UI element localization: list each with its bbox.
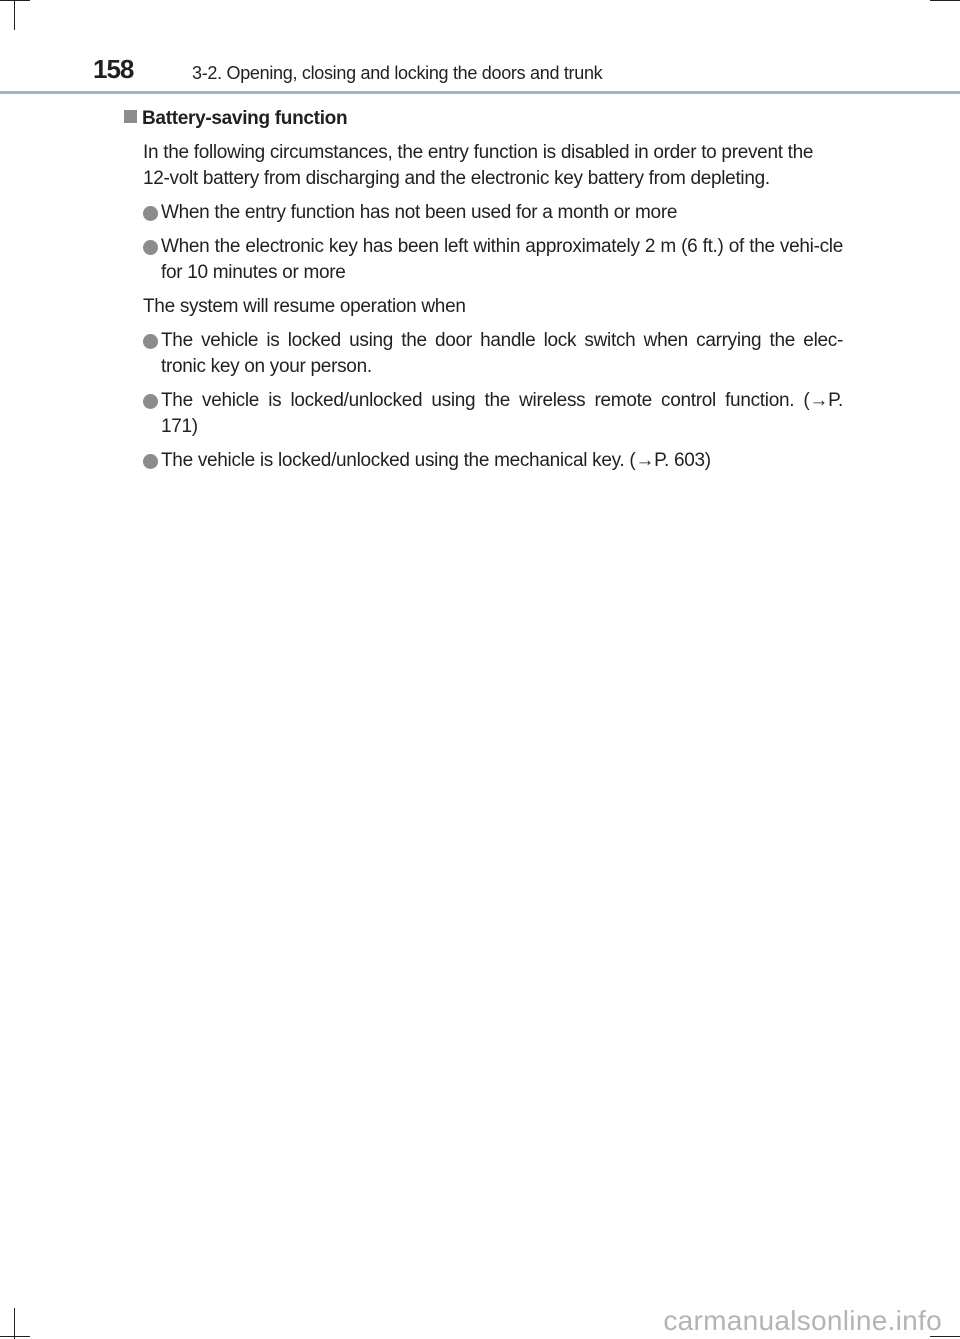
section-heading [124,106,347,132]
list-item-text: The vehicle is locked using the door handle lock switch when carrying the elec-tronic key on your person. [161,330,843,377]
page-number: 158 [93,54,134,84]
intro-paragraph: In the following circumstances, the entry function is disabled in order to prevent the 12-volt battery from discharging and the electronic key battery from depleting. [143,142,814,189]
list-item [143,448,843,474]
list-item [143,234,843,286]
list-item-text: When the entry function has not been used for a month or more [161,202,678,223]
square-bullet-icon [124,110,137,123]
round-bullet-icon [143,394,158,409]
section-title: 3-2. Opening, closing and locking the doors and trunk [192,63,603,83]
page-header [0,0,960,95]
round-bullet-icon [143,454,158,469]
list-item [143,200,843,226]
crop-mark [14,1308,15,1339]
round-bullet-icon [143,240,158,255]
resume-paragraph: The system will resume operation when [143,296,466,317]
list-item-text: The vehicle is locked/unlocked using the wireless remote control function. (→P. 171) [161,390,843,437]
header-divider [0,91,960,94]
round-bullet-icon [143,206,158,221]
list-item [143,388,843,440]
watermark-link[interactable]: carmanualsonline.info [663,1305,942,1336]
list-item-text: When the electronic key has been left within approximately 2 m (6 ft.) of the vehi-cle for 10 minutes or more [161,236,843,283]
list-item [143,328,843,380]
round-bullet-icon [143,334,158,349]
list-item-text: The vehicle is locked/unlocked using the mechanical key. (→P. 603) [161,450,711,471]
section-heading-text: Battery-saving function [142,108,348,129]
crop-mark [0,1336,30,1337]
